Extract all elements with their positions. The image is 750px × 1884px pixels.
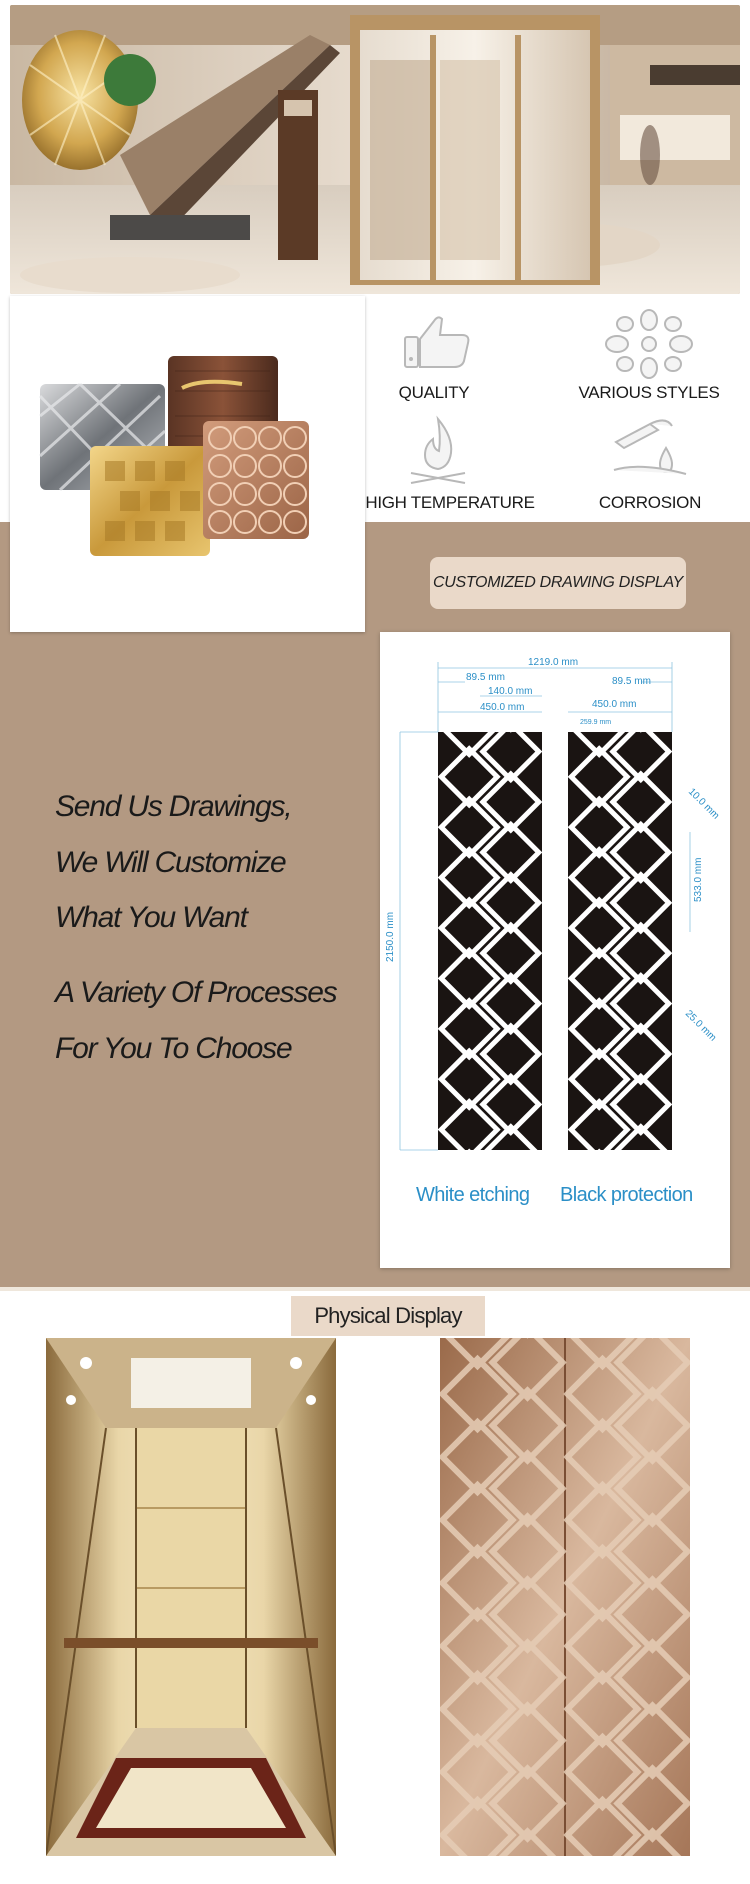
feature-quality-label: QUALITY (398, 383, 470, 402)
dim-height: 2150.0 mm (385, 911, 396, 962)
dim-line-width: 25.0 mm (682, 1008, 719, 1044)
flame-icon (405, 415, 471, 487)
slogan-line-1: Send Us Drawings, (55, 790, 292, 823)
physical-display-pill: Physical Display (291, 1296, 485, 1336)
dim-total-width: 1219.0 mm (528, 657, 579, 668)
customized-drawing-display-pill: CUSTOMIZED DRAWING DISPLAY (430, 557, 686, 609)
feature-various-styles-label: VARIOUS STYLES (578, 383, 720, 402)
slogan-line-4: A Variety Of Processes (55, 976, 337, 1009)
dim-small-gap: 259.9 mm (580, 719, 612, 726)
dim-top-offset: 10.0 mm (685, 786, 722, 822)
legend-black-protection: Black protection (560, 1184, 693, 1206)
dim-gap: 140.0 mm (488, 686, 533, 697)
dim-left-margin: 89.5 mm (466, 672, 505, 683)
feature-corrosion-label: CORROSION (598, 493, 702, 512)
feature-high-temperature-label: HIGH TEMPERATURE (365, 493, 535, 512)
dim-right-margin: 89.5 mm (612, 676, 651, 687)
steel-swatches-image (10, 296, 365, 632)
slogan-line-3: What You Want (55, 901, 247, 934)
steel-swatch-card (10, 296, 365, 632)
elevator-interior-photo (46, 1338, 336, 1856)
slogan-line-5: For You To Choose (55, 1032, 292, 1065)
hero-mall-photo (10, 5, 740, 294)
technical-drawing-card (380, 632, 730, 1268)
dim-right-panel: 450.0 mm (592, 699, 637, 710)
dim-pattern-pitch: 533.0 mm (693, 857, 704, 902)
acid-drop-icon (610, 418, 690, 478)
etching-drawing (380, 632, 730, 1268)
slogan-line-2: We Will Customize (55, 846, 286, 879)
thumbs-up-icon (400, 313, 475, 371)
etched-door-photo (440, 1338, 690, 1856)
section-divider (0, 1287, 750, 1291)
legend-white-etching: White etching (416, 1184, 530, 1206)
dim-left-panel: 450.0 mm (480, 702, 525, 713)
flower-pattern-icon (603, 308, 695, 380)
